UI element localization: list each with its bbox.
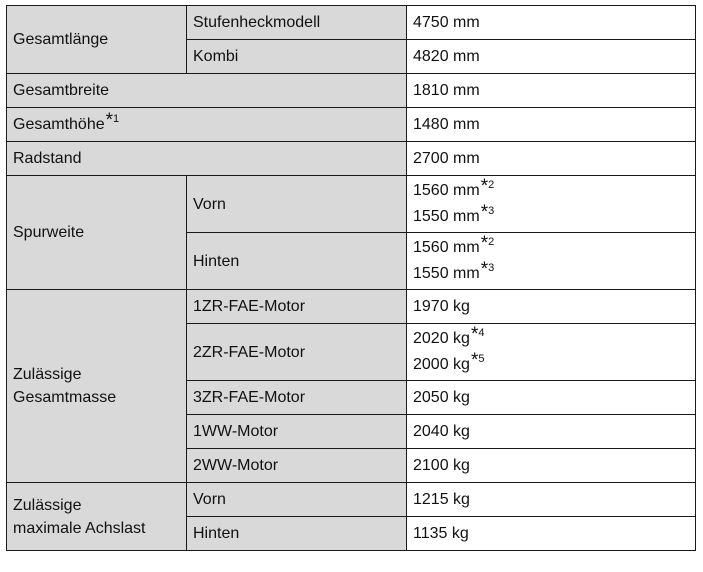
label-line: maximale Achslast bbox=[13, 519, 146, 537]
label-gesamthoehe-cell bbox=[7, 108, 407, 142]
label-gesamtmasse bbox=[7, 290, 187, 483]
label-line: Zulässige bbox=[13, 366, 82, 383]
value-achslast-hinten: 1135 kg bbox=[407, 517, 696, 551]
footnote-number: 4 bbox=[478, 327, 485, 339]
footnote-asterisk: * bbox=[470, 350, 479, 371]
label-line: Zulässige bbox=[13, 496, 82, 514]
table-row-gesamtbreite bbox=[7, 74, 696, 108]
table-row-gesamthoehe bbox=[7, 108, 696, 142]
sublabel-spurweite-vorn: Vorn bbox=[187, 176, 407, 233]
footnote-number: 3 bbox=[488, 205, 495, 217]
value-line bbox=[413, 261, 695, 287]
value-line bbox=[413, 178, 695, 204]
footnote-asterisk: * bbox=[480, 176, 489, 197]
label-line: Gesamtmasse bbox=[13, 389, 117, 406]
value-1ww-motor: 2040 kg bbox=[407, 415, 696, 449]
sublabel-3zr-fae-motor: 3ZR-FAE-Motor bbox=[187, 381, 407, 415]
value-line bbox=[413, 352, 695, 378]
footnote-number: 2 bbox=[488, 236, 495, 248]
value-text: 1560 mm bbox=[413, 182, 480, 199]
value-text: 1550 mm bbox=[413, 265, 480, 282]
value-radstand: 2700 mm bbox=[407, 142, 696, 176]
sublabel-1zr-fae-motor: 1ZR-FAE-Motor bbox=[187, 290, 407, 324]
value-3zr-fae-motor: 2050 kg bbox=[407, 381, 696, 415]
table-row-gesamtlaenge-stufenheck bbox=[7, 6, 696, 40]
label-gesamtlaenge: Gesamtlänge bbox=[7, 6, 187, 74]
footnote-asterisk: * bbox=[480, 259, 489, 280]
table-row-achslast-vorn bbox=[7, 483, 696, 517]
footnote-number: 5 bbox=[478, 353, 485, 365]
footnote-number: 2 bbox=[488, 179, 495, 191]
value-line bbox=[413, 326, 695, 352]
label-gesamtbreite: Gesamtbreite bbox=[7, 74, 407, 108]
footnote-asterisk: * bbox=[480, 202, 489, 223]
value-text: 2000 kg bbox=[413, 356, 470, 373]
sublabel-spurweite-hinten: Hinten bbox=[187, 233, 407, 290]
value-line bbox=[413, 235, 695, 261]
value-spurweite-hinten bbox=[407, 233, 696, 290]
label-radstand: Radstand bbox=[7, 142, 407, 176]
sublabel-stufenheckmodell: Stufenheckmodell bbox=[187, 6, 407, 40]
sublabel-kombi: Kombi bbox=[187, 40, 407, 74]
value-gesamtbreite: 1810 mm bbox=[407, 74, 696, 108]
sublabel-achslast-hinten: Hinten bbox=[187, 517, 407, 551]
value-gesamtlaenge-kombi: 4820 mm bbox=[407, 40, 696, 74]
value-line bbox=[413, 204, 695, 230]
label-spurweite: Spurweite bbox=[7, 176, 187, 290]
footnote-number: 3 bbox=[488, 262, 495, 274]
footnote-asterisk: * bbox=[470, 324, 479, 345]
sublabel-2zr-fae-motor: 2ZR-FAE-Motor bbox=[187, 324, 407, 381]
value-1zr-fae-motor: 1970 kg bbox=[407, 290, 696, 324]
footnote-asterisk: * bbox=[480, 233, 489, 254]
value-2zr-fae-motor bbox=[407, 324, 696, 381]
value-2ww-motor: 2100 kg bbox=[407, 449, 696, 483]
footnote-number: 1 bbox=[113, 112, 120, 125]
table-row-gesamtmasse-1zr bbox=[7, 290, 696, 324]
value-gesamthoehe: 1480 mm bbox=[407, 108, 696, 142]
table-row-radstand bbox=[7, 142, 696, 176]
value-text: 1560 mm bbox=[413, 239, 480, 256]
specifications-table bbox=[6, 5, 696, 551]
sublabel-1ww-motor: 1WW-Motor bbox=[187, 415, 407, 449]
table-row-spurweite-vorn bbox=[7, 176, 696, 233]
value-spurweite-vorn bbox=[407, 176, 696, 233]
label-gesamthoehe: Gesamthöhe bbox=[13, 115, 105, 133]
value-achslast-vorn: 1215 kg bbox=[407, 483, 696, 517]
value-text: 1550 mm bbox=[413, 208, 480, 225]
value-gesamtlaenge-stufenheck: 4750 mm bbox=[407, 6, 696, 40]
sublabel-achslast-vorn: Vorn bbox=[187, 483, 407, 517]
footnote-asterisk: * bbox=[105, 109, 114, 131]
value-text: 2020 kg bbox=[413, 330, 470, 347]
label-achslast bbox=[7, 483, 187, 551]
sublabel-2ww-motor: 2WW-Motor bbox=[187, 449, 407, 483]
